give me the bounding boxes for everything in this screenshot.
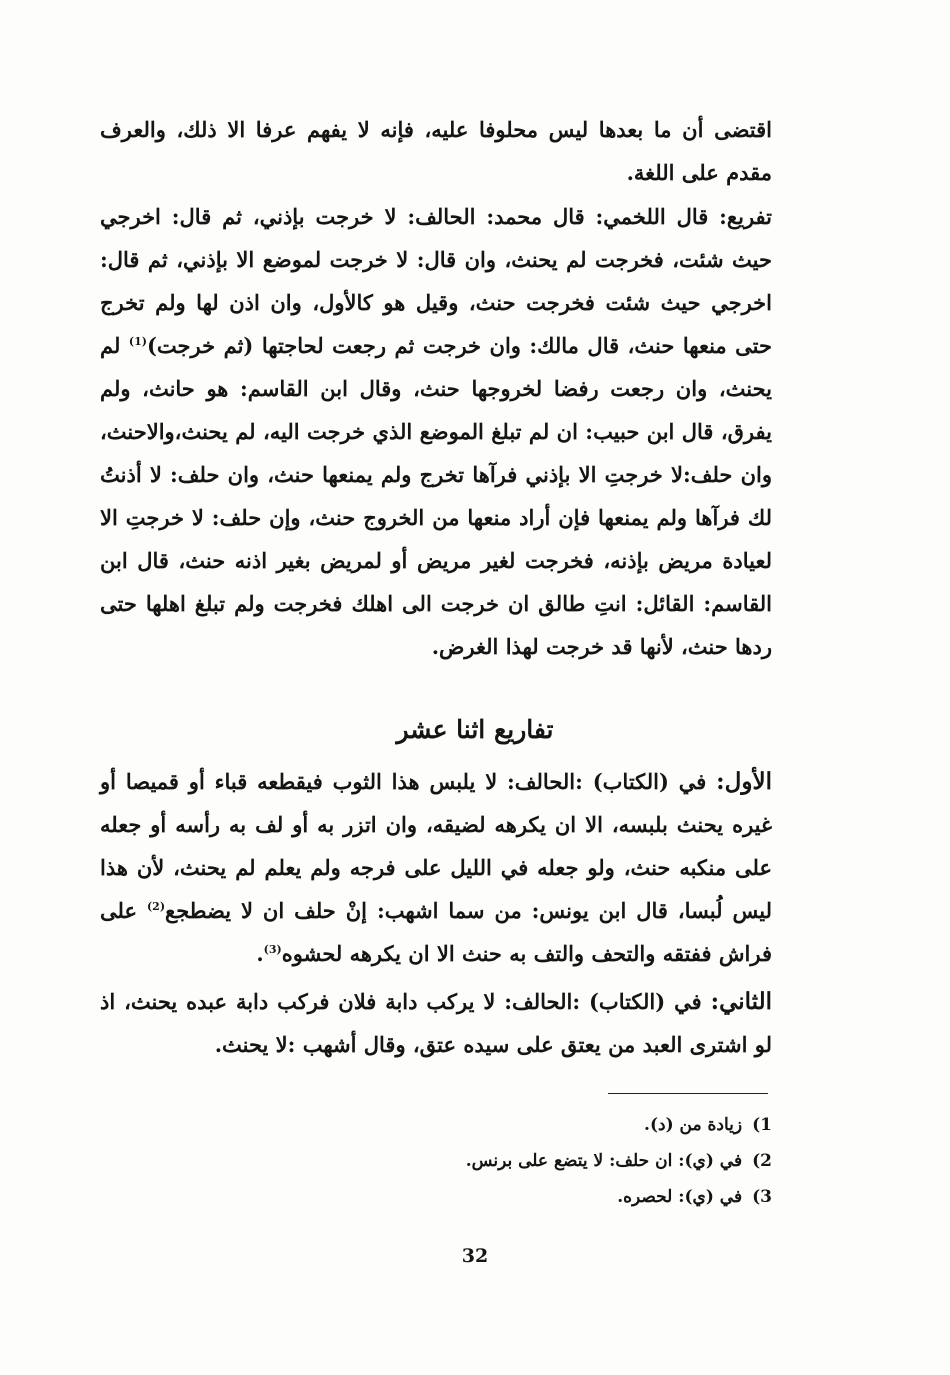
first-text-part1: في (الكتاب) :الحالف: لا يلبس هذا الثوب فيقطعه قباء أو قميصا أو غيره يحنث بلبسه، الا ان يكرهه لضيقه، وان اتزر به أو لف به رأسه أو جعله على منكبه حنث، ولو جعله في الليل على فرجه ولم يعلم لم يحنث، لأن هذا ليس لُبسا، قال ابن يونس: من سما اشهب: إنْ حلف ان لا يضطجع [100, 769, 772, 923]
footnote-1 [212, 1107, 772, 1143]
second-text: في (الكتاب) :الحالف: لا يركب دابة فلان فركب دابة عبده يحنث، اذ لو اشترى العبد من يعتق على سيده عتق، وقال أشهب :لا يحنث. [100, 989, 772, 1057]
footnote-ref-1: (1) [128, 335, 147, 348]
footnote-ref-2: (2) [146, 900, 166, 913]
footnotes [212, 1107, 772, 1215]
second-label: الثاني: [710, 988, 772, 1015]
tafri-text-part2: لم يحنث، وان رجعت رفضا لخروجها حنث، وقال ابن القاسم: هو حانث، ولم يفرق، قال ابن حبيب: ان لم تبلغ الموضع الذي خرجت اليه، لم يحنث،والاحنث، وان حلف:لا خرجتِ الا بإذني فرآها تخرج ولم يمنعها حنث، وان حلف: لا أذنتُ لك فرآها ولم يمنعها فإن أراد منعها من الخروج حنث، وإن حلف: لا خرجتِ الا لعيادة مريض بإذنه، فخرجت لغير مريض أو لمريض بغير اذنه حنث، قال ابن القاسم: القائل: انتِ طالق ان خرجت الى اهلك فخرجت ولم تبلغ اهلها حتى ردها حنث، لأنها قد خرجت لهذا الغرض. [100, 333, 772, 659]
first-label: الأول: [716, 768, 772, 795]
footnote-number: 1) [752, 1115, 772, 1135]
footnote-text: في (ي): لحصره. [617, 1187, 743, 1207]
section-title: تفاريع اثنا عشر [396, 715, 554, 744]
second-paragraph [100, 980, 772, 1066]
first-text-part2: على فراش ففتقه والتحف والتف به حنث الا ان يكرهه لحشوه [100, 898, 772, 966]
intro-text: اقتضى أن ما بعدها ليس محلوفا عليه، فإنه لا يفهم عرفا الا ذلك، والعرف مقدم على اللغة. [100, 117, 772, 185]
tafri-label: تفريع: [719, 204, 772, 229]
tafri-paragraph [100, 195, 772, 668]
footnote-ref-3: (3) [263, 943, 282, 956]
footnote-3 [212, 1179, 772, 1215]
footnote-text: في (ي): ان حلف: لا يتضع على برنس. [465, 1151, 743, 1171]
footnote-text: زيادة من (د). [644, 1115, 743, 1135]
footnote-number: 3) [752, 1187, 772, 1207]
footnote-2 [212, 1143, 772, 1179]
footnote-number: 2) [752, 1151, 772, 1171]
page-number: 32 [461, 1245, 489, 1267]
intro-paragraph [100, 108, 772, 194]
first-text-part3: . [256, 941, 264, 966]
tafri-text-part1: قال اللخمي: قال محمد: الحالف: لا خرجت بإذني، ثم قال: اخرجي حيث شئت، فخرجت لم يحنث، وان قال: لا خرجت لموضع الا بإذني، ثم قال: اخرجي حيث شئت فخرجت حنث، وقيل هو كالأول، وان اذن لها ولم تخرج حتى منعها حنث، قال مالك: وان خرجت ثم رجعت لحاجتها (ثم خرجت) [100, 204, 772, 358]
footnote-divider [608, 1093, 768, 1094]
first-paragraph [100, 760, 772, 975]
